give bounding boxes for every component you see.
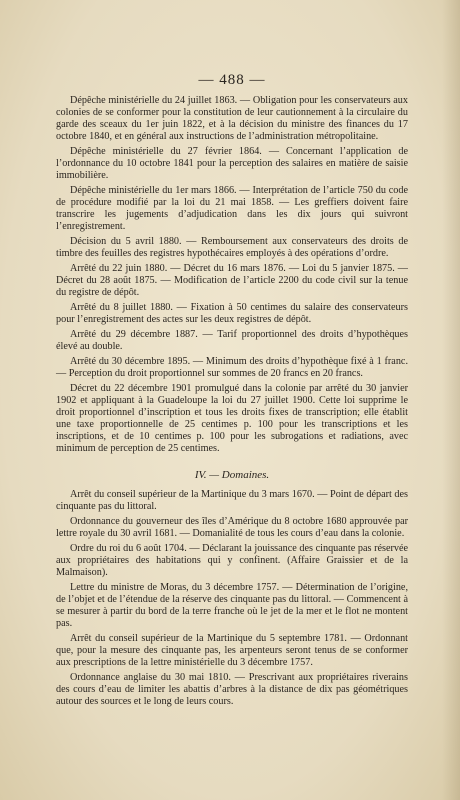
paragraph: Arrêté du 30 décembre 1895. — Minimum des droits d’hypothèque fixé à 1 franc. — Perception du droit proportionnel sur sommes de 20 francs en 20 francs. <box>56 356 408 379</box>
paragraph: Arrêt du conseil supérieur de la Martinique du 3 mars 1670. — Point de départ des cinquante pas du littoral. <box>56 489 408 512</box>
page-edge-shading <box>442 0 460 800</box>
paragraph: Arrêté du 8 juillet 1880. — Fixation à 50 centimes du salaire des conservateurs pour l’enregistrement des actes sur les deux registres de dépôt. <box>56 302 408 325</box>
paragraph: Ordonnance du gouverneur des îles d’Amérique du 8 octobre 1680 approuvée par lettre royale du 30 avril 1681. — Domanialité de tous les cours d’eau dans la colonie. <box>56 516 408 539</box>
paragraph: Dépêche ministérielle du 24 juillet 1863. — Obligation pour les conservateurs aux colonies de se conformer pour la constitution de leur cautionnement à la circulaire du garde des sceaux du 1er juin 1822, et à la décision du ministre des finances du 17 octobre 1840, et en général aux instructions de l’administration métropolitaine. <box>56 95 408 142</box>
paragraph: Arrêté du 29 décembre 1887. — Tarif proportionnel des droits d’hypothèques élevé au double. <box>56 329 408 352</box>
section-heading: IV. — Domaines. <box>194 469 270 481</box>
page-number: — 488 — <box>198 72 266 88</box>
paragraph: Ordre du roi du 6 août 1704. — Déclarant la jouissance des cinquante pas réservée aux propriétaires des habitations qui y confinent. (Affaire Graissier et de la Malmaison). <box>56 543 408 578</box>
paragraph: Arrêt du conseil supérieur de la Martinique du 5 septembre 1781. — Ordonnant que, pour la mesure des cinquante pas, les arpenteurs seront tenus de se conformer aux prescriptions de la lettre ministérielle du 3 décembre 1757. <box>56 633 408 668</box>
paragraph: Lettre du ministre de Moras, du 3 décembre 1757. — Détermination de l’origine, de l’objet et de l’étendue de la réserve des cinquante pas du littoral. — Commencent à se mesurer à partir du bord de la terre franche où le jet de la mer et le flot ne montent pas. <box>56 582 408 629</box>
paragraph: Dépêche ministérielle du 27 février 1864. — Concernant l’application de l’ordonnance du 10 octobre 1841 pour la perception des salaires en matière de saisie immobilière. <box>56 146 408 181</box>
paragraph: Décision du 5 avril 1880. — Remboursement aux conservateurs des droits de timbre des feuilles des registres hypothécaires employés à des opérations d’ordre. <box>56 236 408 259</box>
paragraph: Dépêche ministérielle du 1er mars 1866. — Interprétation de l’article 750 du code de procédure modifié par la loi du 21 mai 1858. — Les greffiers doivent faire transcrire les jugements d’adjudication dans les dix jours qui suivront l’enregistrement. <box>56 185 408 232</box>
text-block-bottom <box>56 489 408 708</box>
paragraph: Décret du 22 décembre 1901 promulgué dans la colonie par arrêté du 30 janvier 1902 et appliquant à la Guadeloupe la loi du 27 juillet 1900. Cette loi supprime le droit proportionnel d’inscription et tous les droits fixes de transcription; elle établit une taxe proportionnelle de 25 centimes p. 100 pour les transcriptions et les inscriptions, et de 10 centimes p. 100 pour les subrogations et radiations, avec minimum de perception de 25 centimes. <box>56 383 408 454</box>
paragraph: Arrêté du 22 juin 1880. — Décret du 16 mars 1876. — Loi du 5 janvier 1875. — Décret du 28 août 1875. — Modification de l’article 2200 du code civil sur la tenue du registre de dépôt. <box>56 263 408 298</box>
paragraph: Ordonnance anglaise du 30 mai 1810. — Prescrivant aux propriétaires riverains des cours d’eau de limiter les abattis d’arbres à la distance de dix pas géométriques autour des sources et le long de leurs cours. <box>56 672 408 707</box>
text-block-top <box>56 95 408 455</box>
